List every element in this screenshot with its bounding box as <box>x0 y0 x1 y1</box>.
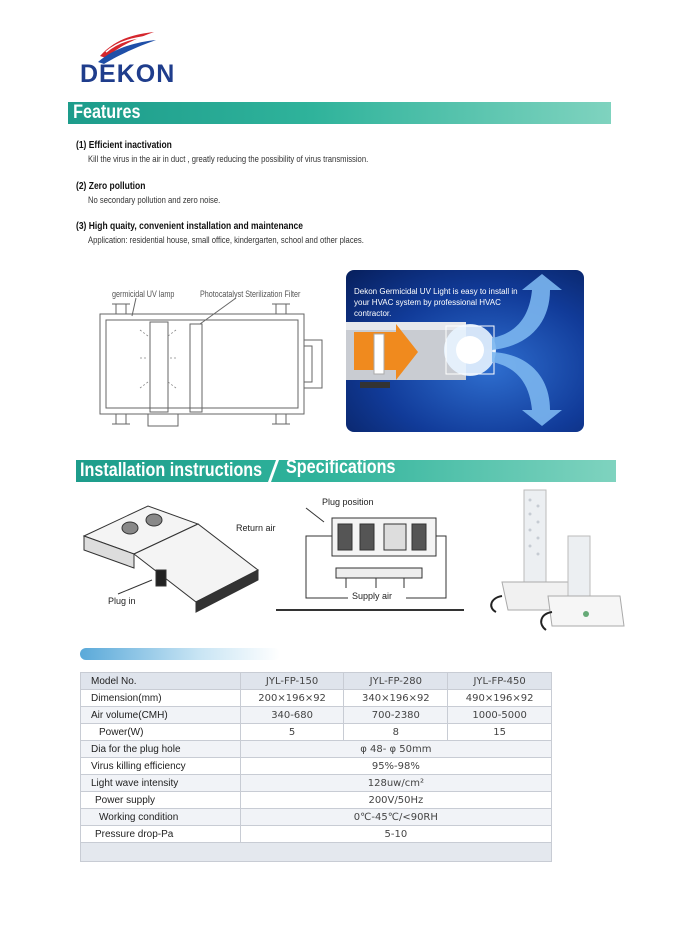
table-row <box>81 673 552 690</box>
install-diagram-left <box>78 496 268 614</box>
table-top-decoration <box>80 648 280 660</box>
feature-3-desc: Application: residential house, small office, kindergarten, school and other places. <box>88 235 364 245</box>
table-cell: 1000-5000 <box>448 707 552 724</box>
table-cell: JYL-FP-280 <box>344 673 448 690</box>
table-row <box>81 792 552 809</box>
feature-1-desc: Kill the virus in the air in duct , greatly reducing the possibility of virus transmission. <box>88 154 369 164</box>
features-title: Features <box>73 102 141 123</box>
table-cell: 340-680 <box>240 707 344 724</box>
table-row <box>81 843 552 862</box>
dekon-logo-swoosh-icon <box>96 30 160 64</box>
table-cell: Dia for the plug hole <box>81 741 241 758</box>
table-row <box>81 826 552 843</box>
table-row <box>81 775 552 792</box>
table-cell: 128uw/cm² <box>240 775 551 792</box>
table-cell: 5-10 <box>240 826 551 843</box>
table-cell: Power(W) <box>81 724 241 741</box>
installation-title: Installation instructions <box>80 460 263 481</box>
promo-panel <box>346 270 584 432</box>
table-cell: Light wave intensity <box>81 775 241 792</box>
product-photo <box>482 486 632 638</box>
feature-3-title: (3) High quaity, convenient installation and maintenance <box>76 221 304 232</box>
table-row <box>81 809 552 826</box>
table-cell: Working condition <box>81 809 241 826</box>
table-cell: 95%-98% <box>240 758 551 775</box>
promo-text: Dekon Germicidal UV Light is easy to install in your HVAC system by professional HVAC contractor. <box>354 287 518 318</box>
table-row <box>81 707 552 724</box>
install-spec-header-bar <box>76 457 616 482</box>
table-cell: Air volume(CMH) <box>81 707 241 724</box>
table-cell: 700-2380 <box>344 707 448 724</box>
feature-2-title: (2) Zero pollution <box>76 181 146 192</box>
label-plug-in: Plug in <box>108 596 136 606</box>
table-cell: 15 <box>448 724 552 741</box>
label-return-air: Return air <box>236 523 276 533</box>
table-cell: Power supply <box>81 792 241 809</box>
table-footer-cell <box>81 843 552 862</box>
feature-1-title: (1) Efficient inactivation <box>76 140 172 151</box>
airflow-illustration <box>346 270 584 432</box>
features-header-bar <box>68 102 611 124</box>
table-row <box>81 724 552 741</box>
table-cell: 490×196×92 <box>448 690 552 707</box>
table-cell: 5 <box>240 724 344 741</box>
table-cell: Pressure drop-Pa <box>81 826 241 843</box>
table-cell: Virus killing efficiency <box>81 758 241 775</box>
brand-name: DEKON <box>80 60 176 88</box>
spec-table <box>80 672 552 862</box>
label-plug-position: Plug position <box>322 497 374 507</box>
feature-2-desc: No secondary pollution and zero noise. <box>88 195 221 205</box>
label-filter: Photocatalyst Sterilization Filter <box>200 289 301 299</box>
specifications-title: Specifications <box>286 457 396 478</box>
label-uv-lamp: germicidal UV lamp <box>112 289 175 299</box>
table-cell: φ 48- φ 50mm <box>240 741 551 758</box>
label-supply-air: Supply air <box>352 591 393 601</box>
table-row <box>81 741 552 758</box>
table-cell: 8 <box>344 724 448 741</box>
table-row <box>81 758 552 775</box>
table-cell: Dimension(mm) <box>81 690 241 707</box>
table-cell: 0℃-45℃/<90RH <box>240 809 551 826</box>
table-cell: 200V/50Hz <box>240 792 551 809</box>
table-row <box>81 690 552 707</box>
table-cell: JYL-FP-450 <box>448 673 552 690</box>
table-cell: 200×196×92 <box>240 690 344 707</box>
duct-diagram <box>96 296 328 430</box>
bar-divider <box>268 460 279 482</box>
table-cell: 340×196×92 <box>344 690 448 707</box>
table-cell: JYL-FP-150 <box>240 673 344 690</box>
table-cell: Model No. <box>81 673 241 690</box>
